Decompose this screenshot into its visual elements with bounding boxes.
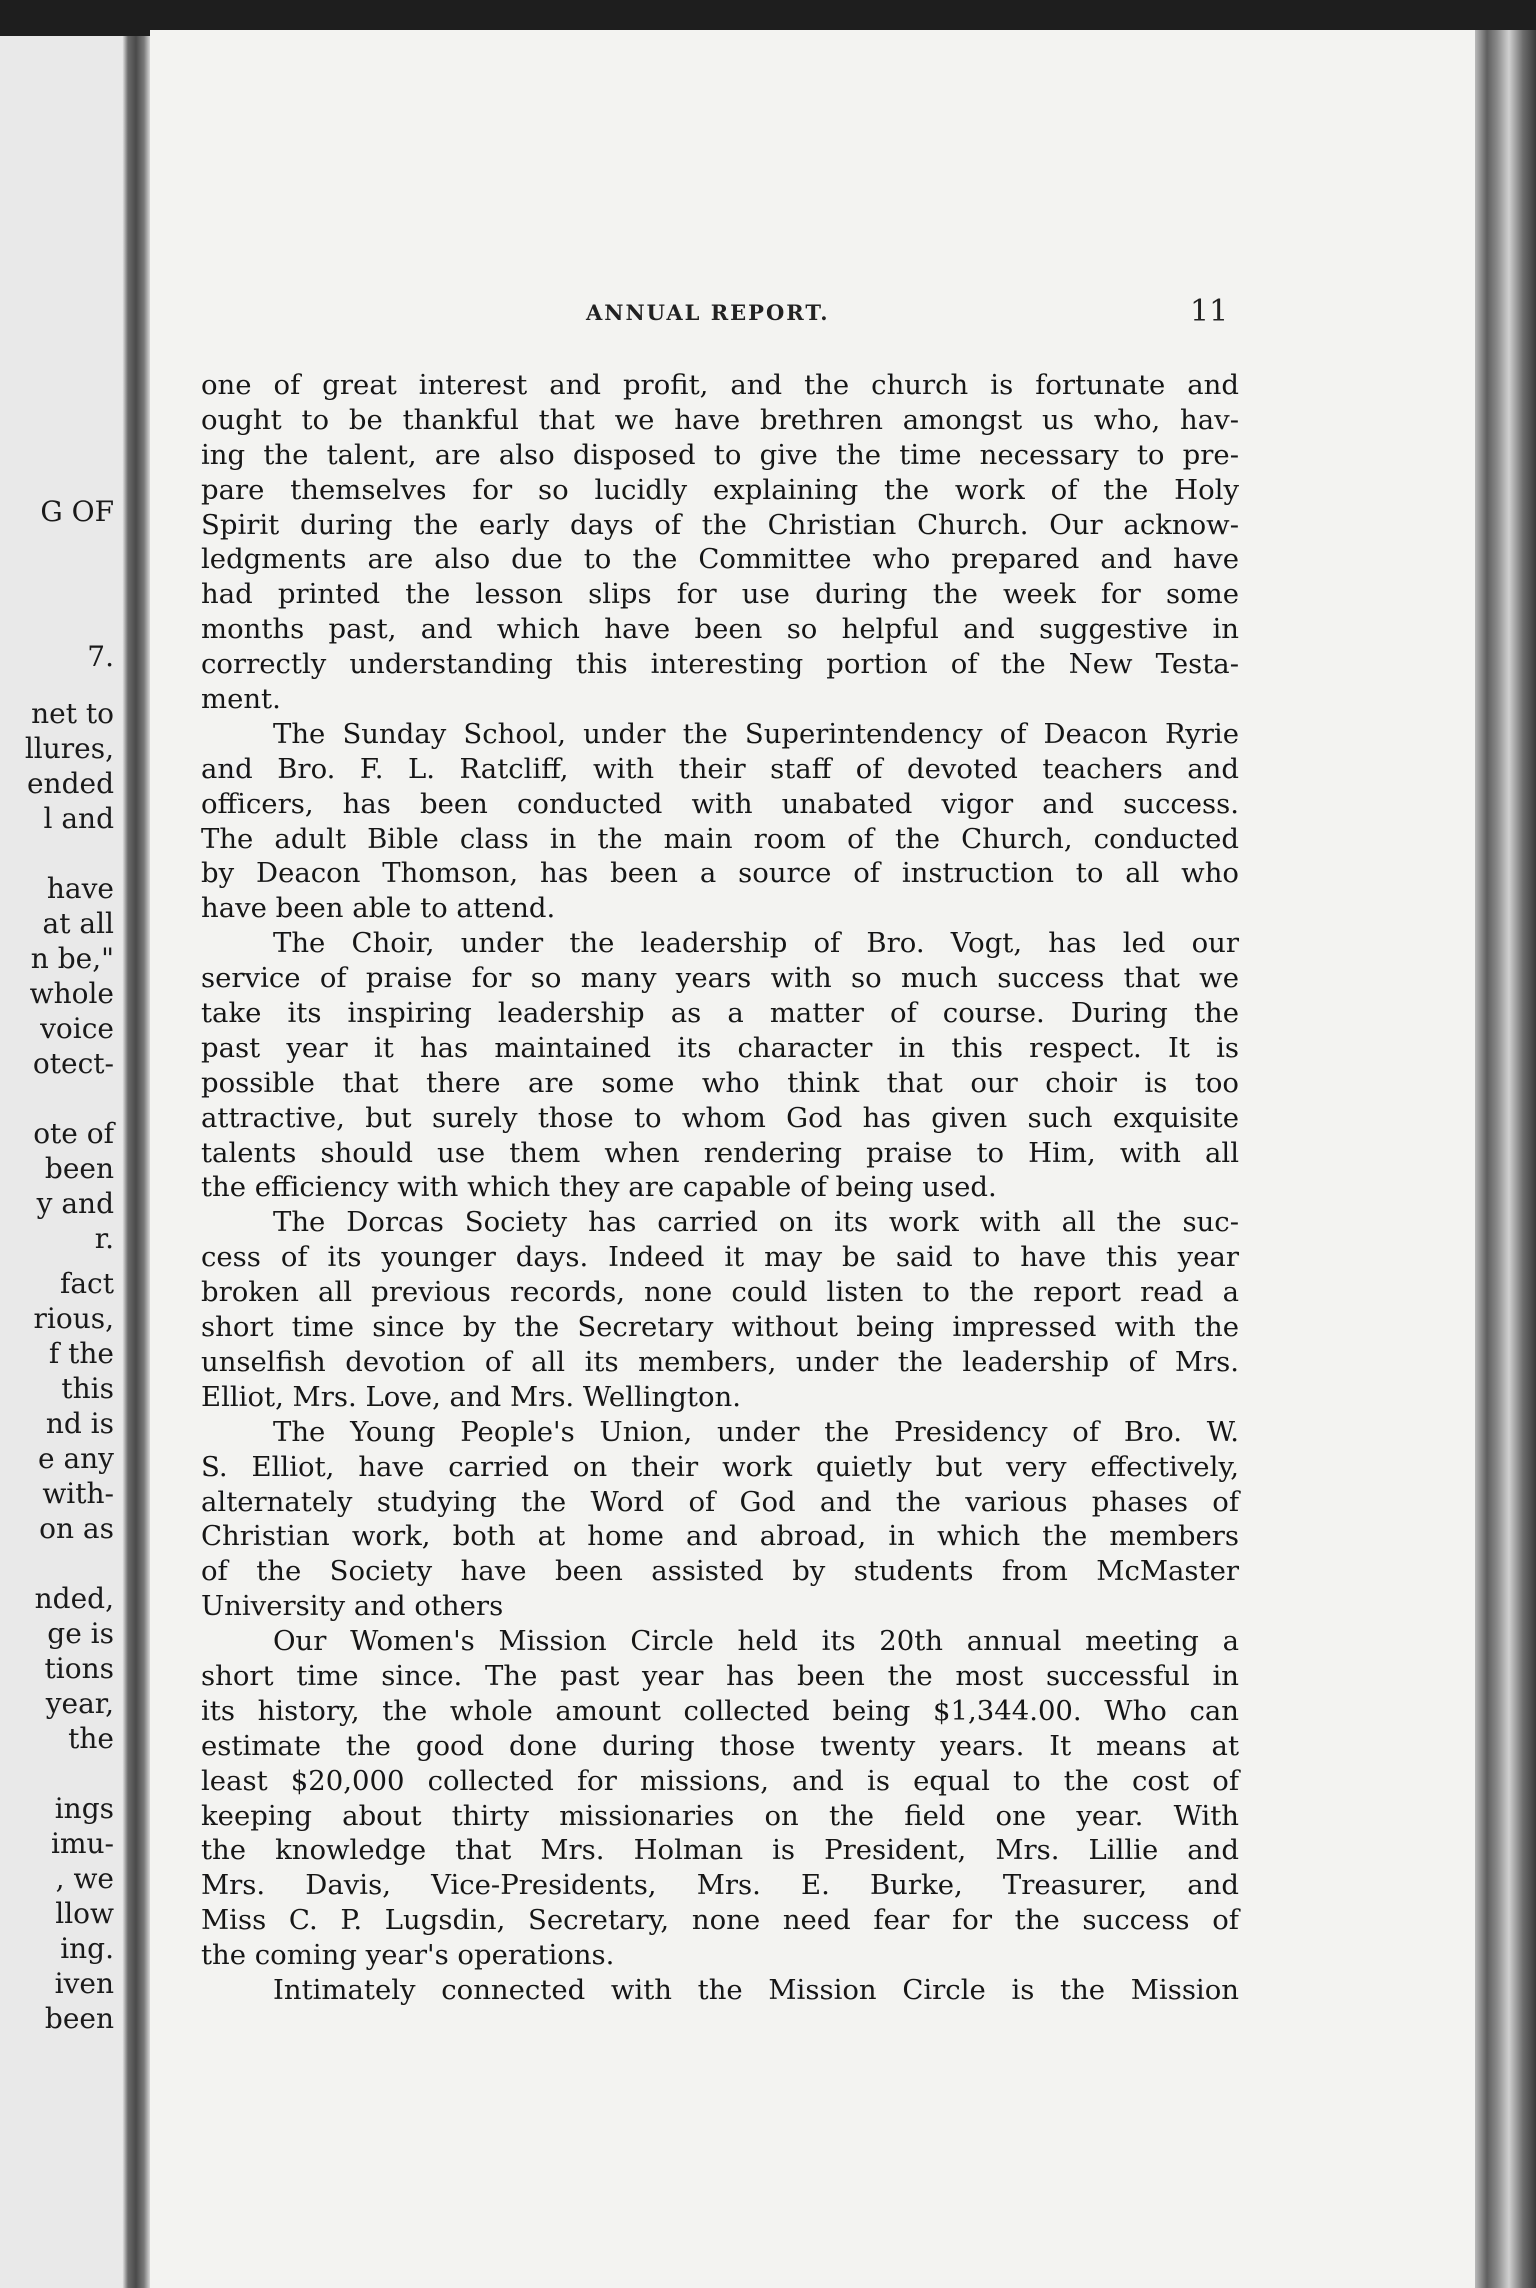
facing-page-fragment: iven	[54, 1967, 114, 2000]
facing-page-left	[0, 36, 122, 2288]
text-line: the efficiency with which they are capable of being used.	[201, 1171, 997, 1204]
body-text	[201, 368, 1239, 2008]
running-title: ANNUAL REPORT.	[586, 300, 830, 325]
facing-page-fragment: 7.	[87, 640, 114, 673]
paragraph-start: Intimately connected with the Mission Circle is the Mission	[273, 1973, 1239, 2006]
text-line: the coming year's operations.	[201, 1939, 615, 1972]
book-gutter	[122, 36, 150, 2288]
text-line: least $20,000 collected for missions, and is equal to the cost of	[201, 1764, 1239, 1797]
text-line: officers, has been conducted with unabated vigor and success.	[201, 787, 1239, 820]
text-line: S. Elliot, have carried on their work quietly but very effectively,	[201, 1450, 1239, 1483]
text-line: estimate the good done during those twenty years. It means at	[201, 1729, 1239, 1762]
facing-page-fragment: nd is	[45, 1407, 114, 1440]
text-line: Mrs. Davis, Vice-Presidents, Mrs. E. Burke, Treasurer, and	[201, 1869, 1239, 1902]
facing-page-fragment: with-	[42, 1477, 114, 1510]
page-edge-right	[1475, 30, 1536, 2288]
facing-page-fragment: net to	[31, 697, 114, 730]
text-line: have been able to attend.	[201, 892, 556, 925]
text-line: months past, and which have been so helpful and suggestive in	[201, 613, 1239, 646]
facing-page-fragment: this	[61, 1372, 114, 1405]
text-line: short time since. The past year has been the most successful in	[201, 1659, 1239, 1692]
facing-page-fragment: rious,	[33, 1302, 114, 1335]
facing-page-fragment: ing.	[60, 1932, 114, 1965]
text-line: broken all previous records, none could listen to the report read a	[201, 1276, 1239, 1309]
facing-page-fragment: ote of	[33, 1117, 114, 1150]
text-line: ing the talent, are also disposed to give the time necessary to pre-	[201, 438, 1239, 471]
text-line: service of praise for so many years with so much success that we	[201, 962, 1239, 995]
paragraph-start: The Dorcas Society has carried on its work with all the suc-	[273, 1206, 1239, 1239]
paragraph-start: The Sunday School, under the Superintendency of Deacon Ryrie	[273, 717, 1239, 750]
facing-page-fragment: ge is	[47, 1617, 114, 1650]
facing-page-fragment: been	[44, 2002, 114, 2035]
text-line: had printed the lesson slips for use during the week for some	[201, 578, 1239, 611]
text-line: ment.	[201, 683, 281, 716]
facing-page-fragment: tions	[44, 1652, 114, 1685]
text-line: Spirit during the early days of the Christian Church. Our acknow-	[201, 508, 1239, 541]
text-line: alternately studying the Word of God and the various phases of	[201, 1485, 1239, 1518]
text-line: attractive, but surely those to whom God has given such exquisite	[201, 1101, 1239, 1134]
text-line: the knowledge that Mrs. Holman is President, Mrs. Lillie and	[201, 1834, 1239, 1867]
text-line: by Deacon Thomson, has been a source of instruction to all who	[201, 857, 1239, 890]
page-number: 11	[1190, 294, 1229, 329]
facing-page-fragment: whole	[29, 977, 114, 1010]
facing-page-fragment: nded,	[34, 1582, 114, 1615]
text-line: take its inspiring leadership as a matter of course. During the	[201, 997, 1239, 1030]
text-line: past year it has maintained its character in this respect. It is	[201, 1031, 1239, 1064]
text-line: keeping about thirty missionaries on the field one year. With	[201, 1799, 1239, 1832]
facing-page-fragment: year,	[45, 1687, 114, 1720]
text-line: pare themselves for so lucidly explaining the work of the Holy	[201, 473, 1239, 506]
facing-page-fragment: llow	[55, 1897, 114, 1930]
text-line: ledgments are also due to the Committee who prepared and have	[201, 543, 1239, 576]
text-line: unselfish devotion of all its members, under the leadership of Mrs.	[201, 1345, 1239, 1378]
facing-page-fragment: ended	[26, 767, 114, 800]
facing-page-fragment: e any	[37, 1442, 114, 1475]
text-line: one of great interest and profit, and the church is fortunate and	[201, 369, 1239, 401]
text-line: talents should use them when rendering praise to Him, with all	[201, 1136, 1239, 1169]
facing-page-fragment: at all	[42, 907, 114, 940]
text-line: and Bro. F. L. Ratcliff, with their staff of devoted teachers and	[201, 752, 1239, 785]
facing-page-fragment: otect-	[32, 1047, 114, 1080]
facing-page-fragment: imu-	[51, 1827, 114, 1860]
text-line: possible that there are some who think that our choir is too	[201, 1066, 1239, 1099]
facing-page-fragment: , we	[55, 1862, 114, 1895]
facing-page-fragment: on as	[39, 1512, 114, 1545]
text-line: Christian work, both at home and abroad, in which the members	[201, 1520, 1239, 1553]
facing-page-fragment: ings	[54, 1792, 114, 1825]
text-line: correctly understanding this interesting portion of the New Testa-	[201, 648, 1239, 681]
text-line: Miss C. P. Lugsdin, Secretary, none need fear for the success of	[201, 1904, 1239, 1937]
facing-page-fragment: voice	[40, 1012, 114, 1045]
text-line: its history, the whole amount collected being $1,344.00. Who can	[201, 1694, 1239, 1727]
facing-page-fragment: llures,	[24, 732, 114, 765]
facing-page-fragment: been	[44, 1152, 114, 1185]
text-line: University and others	[201, 1590, 504, 1623]
facing-page-fragment: have	[46, 872, 114, 905]
facing-page-fragment: the	[68, 1722, 114, 1755]
facing-page-fragment: r.	[94, 1222, 114, 1255]
facing-page-fragment: n be,"	[30, 942, 114, 975]
paragraph-start: Our Women's Mission Circle held its 20th annual meeting a	[273, 1625, 1239, 1658]
text-line: of the Society have been assisted by students from McMaster	[201, 1555, 1239, 1588]
facing-page-fragment: f the	[48, 1337, 114, 1370]
text-line: The adult Bible class in the main room of the Church, conducted	[201, 822, 1239, 855]
text-line: ought to be thankful that we have brethren amongst us who, hav-	[201, 403, 1239, 436]
text-line: Elliot, Mrs. Love, and Mrs. Wellington.	[201, 1380, 741, 1413]
facing-page-fragment: l and	[43, 802, 114, 835]
facing-page-fragment: y and	[36, 1187, 114, 1220]
paragraph-start: The Choir, under the leadership of Bro. Vogt, has led our	[273, 927, 1239, 960]
facing-page-fragment: fact	[60, 1267, 114, 1300]
facing-page-fragment: G OF	[40, 495, 114, 528]
paragraph-start: The Young People's Union, under the Presidency of Bro. W.	[273, 1415, 1239, 1448]
text-line: short time since by the Secretary without being impressed with the	[201, 1311, 1239, 1344]
text-line: cess of its younger days. Indeed it may be said to have this year	[201, 1241, 1239, 1274]
